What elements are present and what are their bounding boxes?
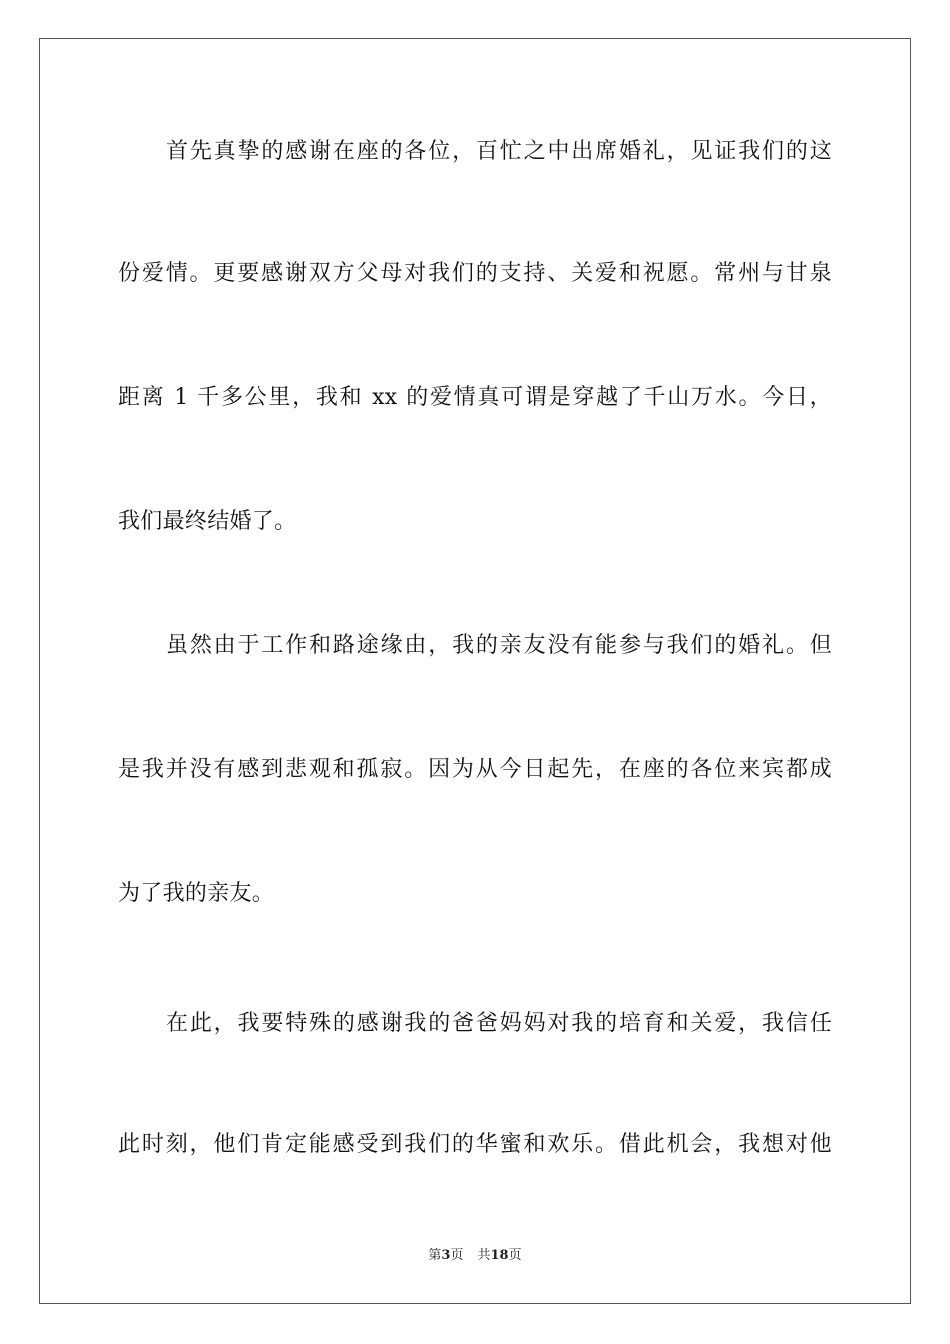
page-footer xyxy=(0,1247,950,1265)
paragraph-1-line-2: 份爱情。更要感谢双方父母对我们的支持、关爱和祝愿。常州与甘泉 xyxy=(118,261,832,286)
paragraph-2-line-3: 为了我的亲友。 xyxy=(118,881,275,906)
paragraph-2-line-1: 虽然由于工作和路途缘由，我的亲友没有能参与我们的婚礼。但 xyxy=(166,633,832,658)
paragraph-1-line-1: 首先真挚的感谢在座的各位，百忙之中出席婚礼，见证我们的这 xyxy=(166,139,832,164)
page-frame xyxy=(39,38,911,1304)
paragraph-1-line-4: 我们最终结婚了。 xyxy=(118,509,297,534)
footer-page-total: 18 xyxy=(490,1248,509,1263)
paragraph-3-line-2: 此时刻，他们肯定能感受到我们的华蜜和欢乐。借此机会，我想对他 xyxy=(118,1132,832,1157)
footer-page-unit: 页 xyxy=(450,1248,464,1263)
footer-page-current: 3 xyxy=(441,1248,451,1263)
paragraph-1-line-3: 距离 1 千多公里，我和 xx 的爱情真可谓是穿越了千山万水。今日， xyxy=(118,385,832,410)
paragraph-2-line-2: 是我并没有感到悲观和孤寂。因为从今日起先，在座的各位来宾都成 xyxy=(118,757,832,782)
footer-page-prefix: 第 xyxy=(428,1248,442,1263)
paragraph-3-line-1: 在此，我要特殊的感谢我的爸爸妈妈对我的培育和关爱，我信任 xyxy=(166,1011,832,1036)
footer-total-unit: 页 xyxy=(508,1248,522,1263)
footer-total-prefix: 共 xyxy=(477,1248,491,1263)
